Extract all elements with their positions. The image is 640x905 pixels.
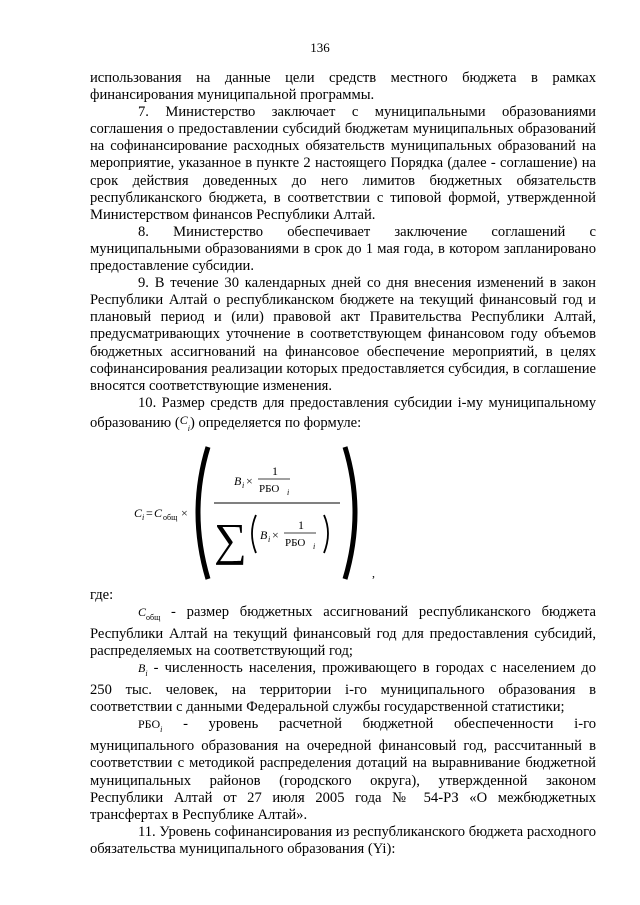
formula-num-rbo: РБО — [259, 482, 280, 495]
formula-den-b-sub: i — [268, 534, 271, 544]
definition-b — [90, 660, 596, 716]
formula-lhs: C — [134, 505, 143, 520]
formula-c-total-sub: общ — [163, 512, 178, 522]
paragraph-9: 9. В течение 30 календарных дней со дня внесения изменений в закон Республики Алтай о республиканском бюджете на текущий финансовый год и плановый период и (или) правовой акт Правительства Республики Алтай, предусматривающих уточнение в соответствующем финансовом году объемов бюджетных ассигнований на финансовое обеспечение мероприятий, в целях софинансирования реализации которых предоставляется субсидия, в соглашение вносятся соответствующие изменения. — [90, 275, 596, 394]
def-rbo-text: - уровень расчетной бюджетной обеспеченности i-го муниципального образования на очередной финансовый год, рассчитанный в соответствии с методикой распределения дотаций на выравнивание бюджетной муниципальных районов (городского округа), утвержденной законом Республики Алтай от 27 июля 2005 года № 54-РЗ «О межбюджетных трансфертах в Республике Алтай». — [90, 716, 596, 823]
def-b-symbol-sub: i — [145, 669, 148, 679]
formula-eq: = — [146, 505, 153, 520]
formula-num-times: × — [246, 473, 253, 488]
def-c-symbol: C — [138, 604, 147, 619]
paragraph-intro: использования на данные цели средств местного бюджета в рамках финансирования муниципальной программы. — [90, 70, 596, 104]
paragraph-8: 8. Министерство обеспечивает заключение соглашений с муниципальными образованиями в срок до 1 мая года, в котором запланировано предоставление субсидии. — [90, 223, 596, 275]
formula-num-one: 1 — [272, 463, 278, 478]
def-rbo-symbol: РБО — [138, 717, 161, 732]
page-number: 136 — [310, 40, 330, 55]
document-page — [90, 0, 596, 858]
paragraph-10 — [90, 395, 596, 437]
formula-den-right-paren — [324, 515, 328, 553]
formula-comma: , — [372, 565, 375, 580]
symbol-c-sub: i — [187, 423, 190, 433]
formula-times: × — [181, 505, 188, 520]
paragraph-10-text-b: ) определяется по формуле: — [189, 414, 362, 431]
formula-num-rbo-sub: i — [287, 487, 290, 497]
formula-den-b: B — [260, 527, 268, 542]
formula-den-one: 1 — [298, 517, 304, 532]
formula-den-rbo: РБО — [285, 536, 306, 549]
formula-sigma: ∑ — [214, 513, 247, 565]
symbol-c: C — [179, 412, 188, 427]
paragraph-11: 11. Уровень софинансирования из республиканского бюджета расходного обязательства муниципального образования (Yi): — [90, 823, 596, 857]
formula-left-paren — [198, 447, 208, 579]
definition-c-total — [90, 604, 596, 660]
formula-den-left-paren — [252, 515, 256, 553]
def-c-text: - размер бюджетных ассигнований республиканского бюджета Республики Алтай на текущий финансовый год для предоставления субсидий, распределяемых на соответствующий год; — [90, 603, 596, 660]
formula-lhs-sub: i — [142, 512, 145, 522]
def-b-text: - численность населения, проживающего в городах с населением до 250 тыс. человек, на территории i-го муниципального образования в соответствии с данными Федеральной службы государственной статистики; — [90, 660, 596, 716]
formula-num-b: B — [234, 473, 242, 488]
paragraph-10-text-a: 10. Размер средств для предоставления субсидии i-му муниципальному образованию ( — [90, 394, 596, 431]
def-c-symbol-sub: общ — [146, 612, 161, 622]
definition-rbo — [90, 716, 596, 823]
def-rbo-symbol-sub: i — [160, 725, 163, 735]
formula-svg — [90, 437, 390, 587]
where-label: где: — [90, 586, 114, 603]
formula-c-total: C — [154, 505, 163, 520]
paragraph-7: 7. Министерство заключает с муниципальными образованиями соглашения о предоставлении субсидий бюджетам муниципальных образований на софинансирование расходных обязательств муниципальных образований на мероприятие, указанное в пункте 2 настоящего Порядка (далее - соглашение) на срок действия доведенных до него лимитов бюджетных обязательств республиканского бюджета, в соответствии с типовой формой, утвержденной Министерством финансов Республики Алтай. — [90, 104, 596, 223]
formula-right-paren — [345, 447, 355, 579]
formula-num-b-sub: i — [242, 480, 245, 490]
formula — [90, 437, 596, 587]
def-b-symbol: B — [138, 661, 146, 676]
formula-den-times: × — [272, 527, 279, 542]
formula-den-rbo-sub: i — [313, 541, 316, 551]
